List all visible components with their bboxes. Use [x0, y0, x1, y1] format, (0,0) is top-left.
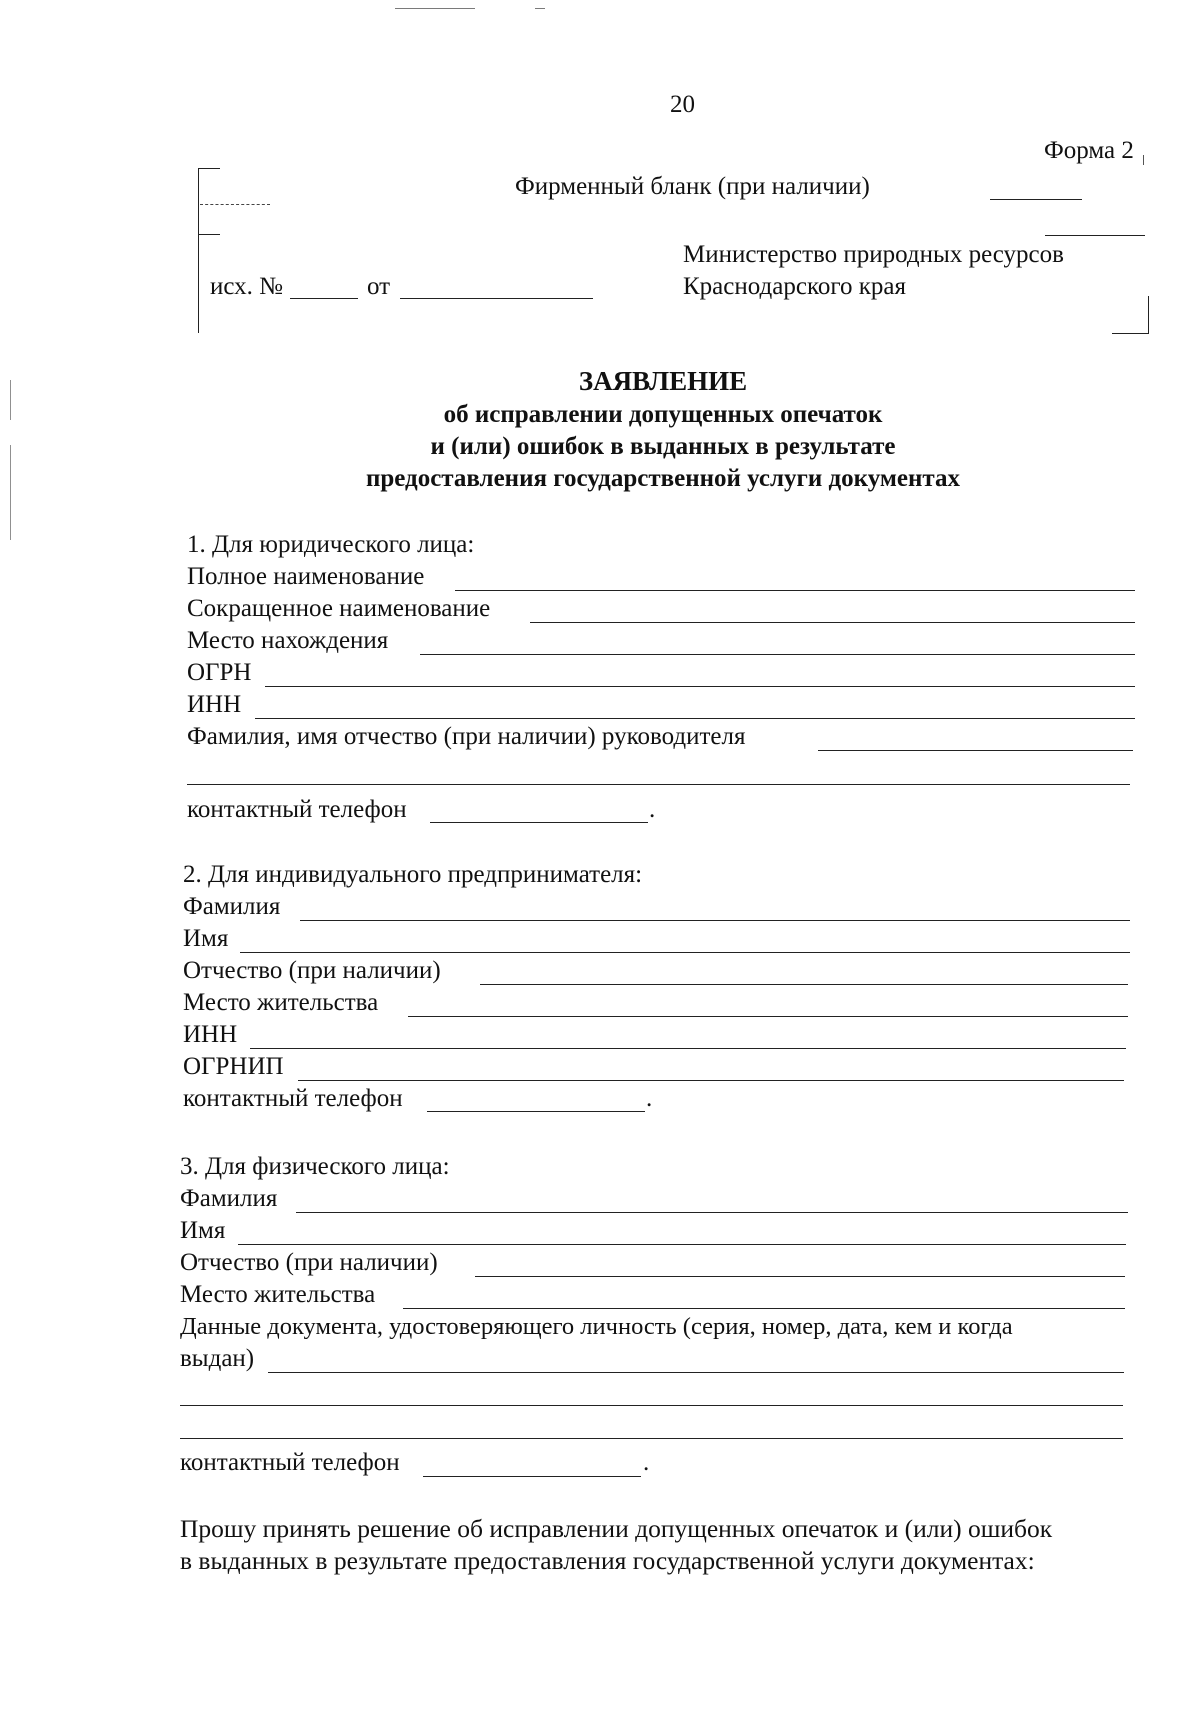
frame-small-tick	[1143, 155, 1144, 165]
surname-label-2: Фамилия	[183, 893, 281, 920]
patronymic-label-3: Отчество (при наличии)	[180, 1249, 438, 1276]
outgoing-number-label: исх. №	[210, 273, 283, 300]
residence-field-3[interactable]	[403, 1308, 1125, 1309]
frame-right-mark	[1045, 235, 1145, 236]
inn-field-1[interactable]	[255, 718, 1135, 719]
phone-label-1: контактный телефон	[187, 796, 407, 823]
date-from-label: от	[367, 273, 391, 300]
ogrnip-field[interactable]	[298, 1080, 1124, 1081]
phone-field-3[interactable]	[423, 1476, 641, 1477]
short-name-label: Сокращенное наименование	[187, 595, 491, 622]
full-name-label: Полное наименование	[187, 563, 425, 590]
section-3-heading: 3. Для физического лица:	[180, 1153, 450, 1180]
location-label: Место нахождения	[187, 627, 389, 654]
id-document-label-continued: выдан)	[180, 1345, 255, 1372]
location-field[interactable]	[420, 654, 1135, 655]
phone-field-1[interactable]	[430, 822, 648, 823]
form-label: Форма 2	[1044, 137, 1134, 164]
phone-label-2: контактный телефон	[183, 1085, 403, 1112]
name-field-3[interactable]	[238, 1244, 1126, 1245]
inn-label-1: ИНН	[187, 691, 242, 718]
full-name-field[interactable]	[455, 590, 1135, 591]
page-number: 20	[670, 91, 695, 118]
residence-label-3: Место жительства	[180, 1281, 376, 1308]
scan-artifact-line	[395, 8, 475, 9]
recipient-line-1: Министерство природных ресурсов	[683, 241, 1064, 268]
short-name-field[interactable]	[530, 622, 1135, 623]
section-2-heading: 2. Для индивидуального предпринимателя:	[183, 861, 643, 888]
head-name-field[interactable]	[818, 750, 1133, 751]
ogrn-field[interactable]	[265, 686, 1135, 687]
outgoing-number-field[interactable]	[290, 298, 358, 299]
phone-label-3: контактный телефон	[180, 1449, 400, 1476]
name-label-2: Имя	[183, 925, 229, 952]
inn-label-2: ИНН	[183, 1021, 238, 1048]
subtitle-line-2: и (или) ошибок в выданных в результате	[430, 433, 896, 460]
head-name-field-continued[interactable]	[187, 784, 1130, 785]
inn-field-2[interactable]	[250, 1048, 1126, 1049]
subtitle-line-3: предоставления государственной услуги документах	[365, 465, 961, 492]
id-document-field-line-2[interactable]	[180, 1405, 1123, 1406]
document-title: ЗАЯВЛЕНИЕ	[578, 366, 748, 396]
period-1: .	[649, 796, 656, 823]
period-3: .	[643, 1449, 650, 1476]
phone-field-2[interactable]	[427, 1111, 645, 1112]
surname-label-3: Фамилия	[180, 1185, 278, 1212]
patronymic-field-2[interactable]	[480, 984, 1128, 985]
request-text-line-2: в выданных в результате предоставления государственной услуги документах:	[180, 1546, 1035, 1575]
request-text-line-1: Прошу принять решение об исправлении допущенных опечаток и (или) ошибок	[180, 1514, 1053, 1543]
name-label-3: Имя	[180, 1217, 226, 1244]
period-2: .	[646, 1085, 653, 1112]
recipient-line-2: Краснодарского края	[683, 273, 906, 300]
scan-artifact-line	[535, 8, 545, 9]
residence-label-2: Место жительства	[183, 989, 379, 1016]
id-document-field[interactable]	[268, 1372, 1124, 1373]
date-from-field[interactable]	[400, 298, 593, 299]
ogrn-label: ОГРН	[187, 659, 252, 686]
ogrnip-label: ОГРНИП	[183, 1053, 284, 1080]
patronymic-label-2: Отчество (при наличии)	[183, 957, 441, 984]
frame-left-border	[198, 168, 199, 333]
frame-top-right-mark	[990, 199, 1082, 200]
frame-bottom-right-corner	[1112, 333, 1149, 334]
id-document-label: Данные документа, удостоверяющего личность (серия, номер, дата, кем и когда	[180, 1313, 1013, 1340]
residence-field-2[interactable]	[408, 1016, 1128, 1017]
name-field-2[interactable]	[240, 952, 1130, 953]
frame-right-border	[1148, 296, 1149, 333]
frame-mid-left-mark	[198, 234, 220, 235]
letterhead-label: Фирменный бланк (при наличии)	[515, 173, 870, 200]
frame-top-left-corner	[198, 168, 220, 169]
head-name-label: Фамилия, имя отчество (при наличии) руководителя	[187, 723, 746, 750]
surname-field-3[interactable]	[296, 1212, 1128, 1213]
surname-field-2[interactable]	[300, 920, 1130, 921]
subtitle-line-1: об исправлении допущенных опечаток	[443, 401, 883, 428]
id-document-field-line-3[interactable]	[180, 1438, 1123, 1439]
patronymic-field-3[interactable]	[475, 1276, 1125, 1277]
frame-dashed-mark	[200, 204, 270, 205]
section-1-heading: 1. Для юридического лица:	[187, 531, 475, 558]
